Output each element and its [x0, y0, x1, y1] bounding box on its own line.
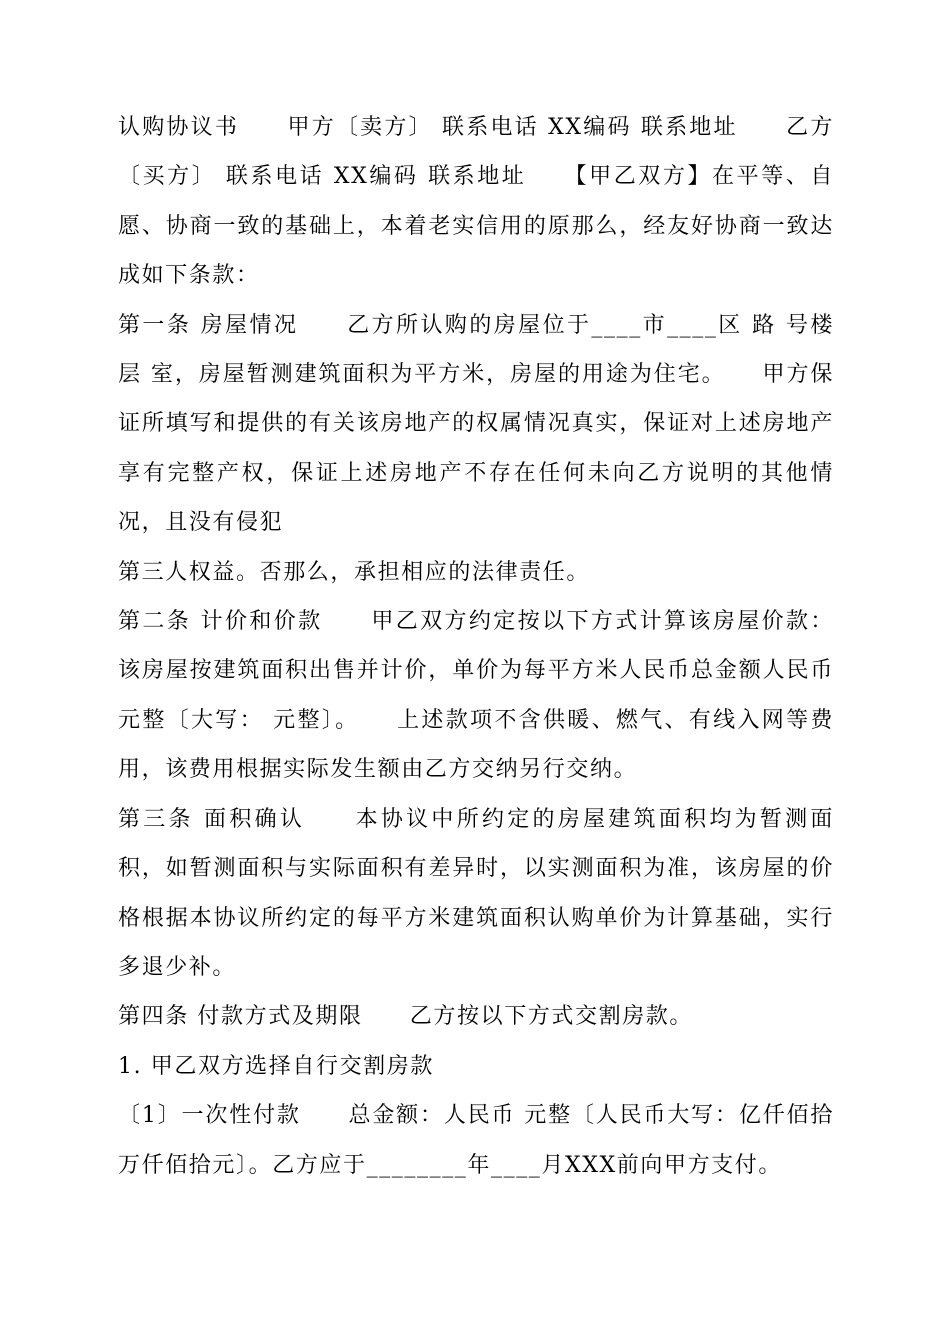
paragraph-article-1-continued: 第三人权益。否那么，承担相应的法律责任。 [118, 559, 591, 585]
paragraph-item-1-1: 〔1〕一次性付款 总金额：人民币 元整〔人民币大写：亿仟佰拾万仟佰拾元〕。乙方应于________年____月XXX前向甲方支付。 [118, 1103, 834, 1178]
paragraph-article-3: 第三条 面积确认 本协议中所约定的房屋建筑面积均为暂测面积，如暂测面积与实际面积有差异时，以实测面积为准，该房屋的价格根据本协议所约定的每平方米建筑面积认购单价为计算基础，实行多退少补。 [118, 806, 834, 980]
paragraph-intro: 认购协议书 甲方〔卖方〕 联系电话 XX编码 联系地址 乙方〔买方〕 联系电话 XX编码 联系地址 【甲乙双方】在平等、自愿、协商一致的基础上，本着老实信用的原那么，经友好协商一致达成如下条款： [118, 115, 834, 289]
paragraph-item-1: 1. 甲乙双方选择自行交割房款 [118, 1053, 434, 1079]
paragraph-article-4: 第四条 付款方式及期限 乙方按以下方式交割房款。 [118, 1004, 693, 1030]
paragraph-article-2: 第二条 计价和价款 甲乙双方约定按以下方式计算该房屋价款：该房屋按建筑面积出售并计价，单价为每平方米人民币总金额人民币 元整〔大写： 元整〕。 上述款项不含供暖、燃气、有线入网等费用，该费用根据实际发生额由乙方交纳另行交纳。 [118, 609, 834, 783]
paragraph-article-1: 第一条 房屋情况 乙方所认购的房屋位于____市____区 路 号楼 层 室，房屋暂测建筑面积为平方米，房屋的用途为住宅。 甲方保证所填写和提供的有关该房地产的权属情况真实，保证对上述房地产享有完整产权，保证上述房地产不存在任何未向乙方说明的其他情况，且没有侵犯 [118, 312, 834, 536]
document-body [118, 103, 834, 1190]
